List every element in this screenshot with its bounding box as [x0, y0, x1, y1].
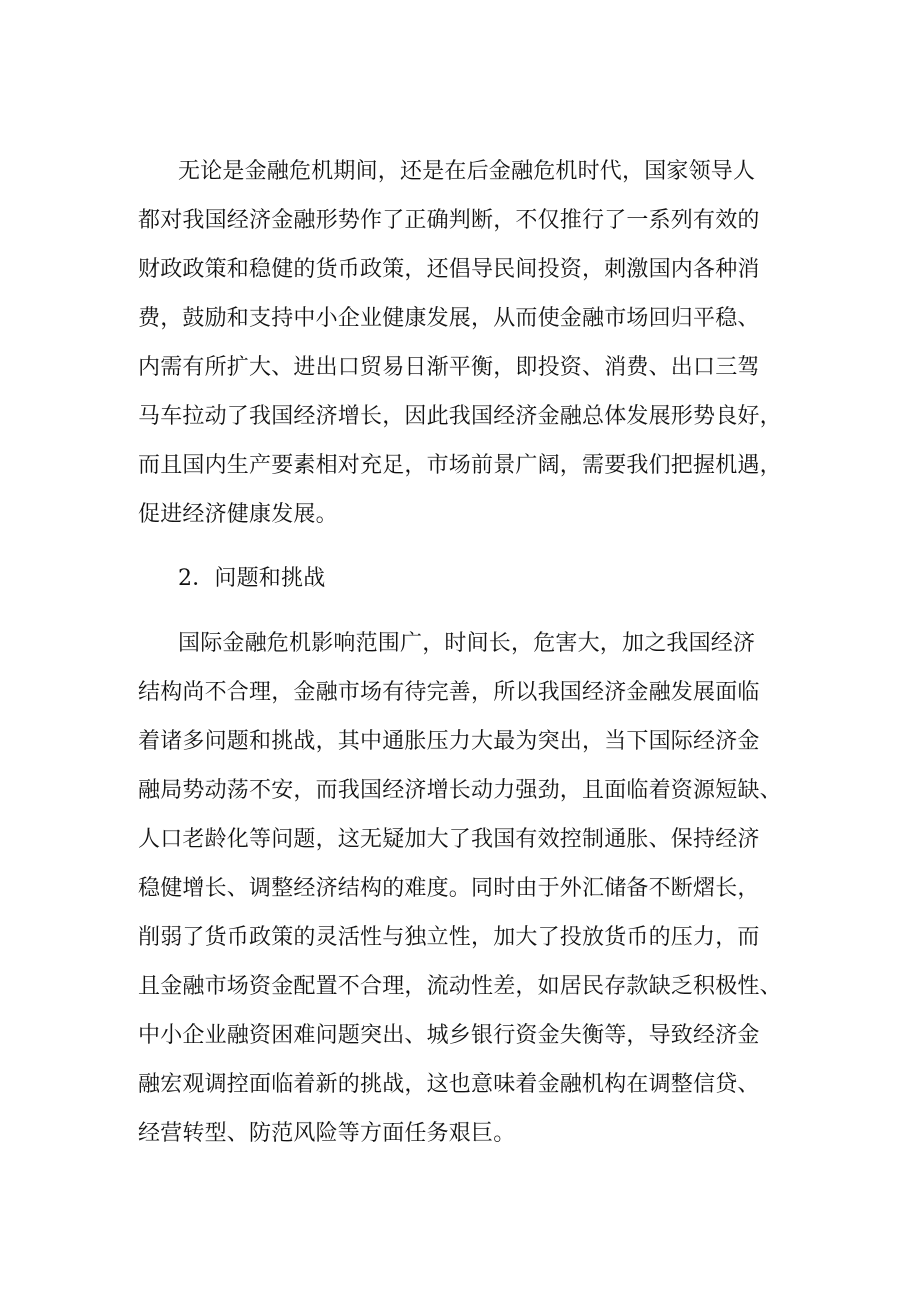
paragraph-2-line-7: 削弱了货币政策的灵活性与独立性，加大了投放货币的压力，而 [138, 925, 760, 950]
paragraph-1-line-8: 促进经济健康发展。 [138, 502, 338, 527]
paragraph-1-line-5: 内需有所扩大、进出口贸易日渐平衡，即投资、消费、出口三驾 [138, 355, 760, 380]
paragraph-1-line-2: 都对我国经济金融形势作了正确判断，不仅推行了一系列有效的 [138, 208, 760, 233]
paragraph-2-line-5: 人口老龄化等问题，这无疑加大了我国有效控制通胀、保持经济 [138, 827, 760, 852]
paragraph-2-line-10: 融宏观调控面临着新的挑战，这也意味着金融机构在调整信贷、 [138, 1072, 760, 1097]
section-heading: 2．问题和挑战 [178, 566, 326, 591]
paragraph-1-line-6: 马车拉动了我国经济增长，因此我国经济金融总体发展形势良好， [138, 404, 782, 429]
paragraph-1-line-7: 而且国内生产要素相对充足，市场前景广阔，需要我们把握机遇， [138, 453, 782, 478]
paragraph-1-line-3: 财政政策和稳健的货币政策，还倡导民间投资，刺激国内各种消 [138, 257, 760, 282]
paragraph-2-line-4: 融局势动荡不安，而我国经济增长动力强劲，且面临着资源短缺、 [138, 778, 782, 803]
paragraph-2-line-11: 经营转型、防范风险等方面任务艰巨。 [138, 1121, 516, 1146]
paragraph-2-line-1: 国际金融危机影响范围广，时间长，危害大，加之我国经济 [178, 631, 756, 656]
paragraph-2-line-6: 稳健增长、调整经济结构的难度。同时由于外汇储备不断熠长， [138, 876, 760, 901]
paragraph-1-line-4: 费，鼓励和支持中小企业健康发展，从而使金融市场回归平稳、 [138, 306, 760, 331]
paragraph-2-line-3: 着诸多问题和挑战，其中通胀压力大最为突出，当下国际经济金 [138, 729, 760, 754]
paragraph-2-line-8: 且金融市场资金配置不合理，流动性差，如居民存款缺乏积极性、 [138, 974, 782, 999]
paragraph-2-line-9: 中小企业融资困难问题突出、城乡银行资金失衡等，导致经济金 [138, 1023, 760, 1048]
paragraph-1-line-1: 无论是金融危机期间，还是在后金融危机时代，国家领导人 [178, 159, 756, 184]
paragraph-2-line-2: 结构尚不合理，金融市场有待完善，所以我国经济金融发展面临 [138, 680, 760, 705]
